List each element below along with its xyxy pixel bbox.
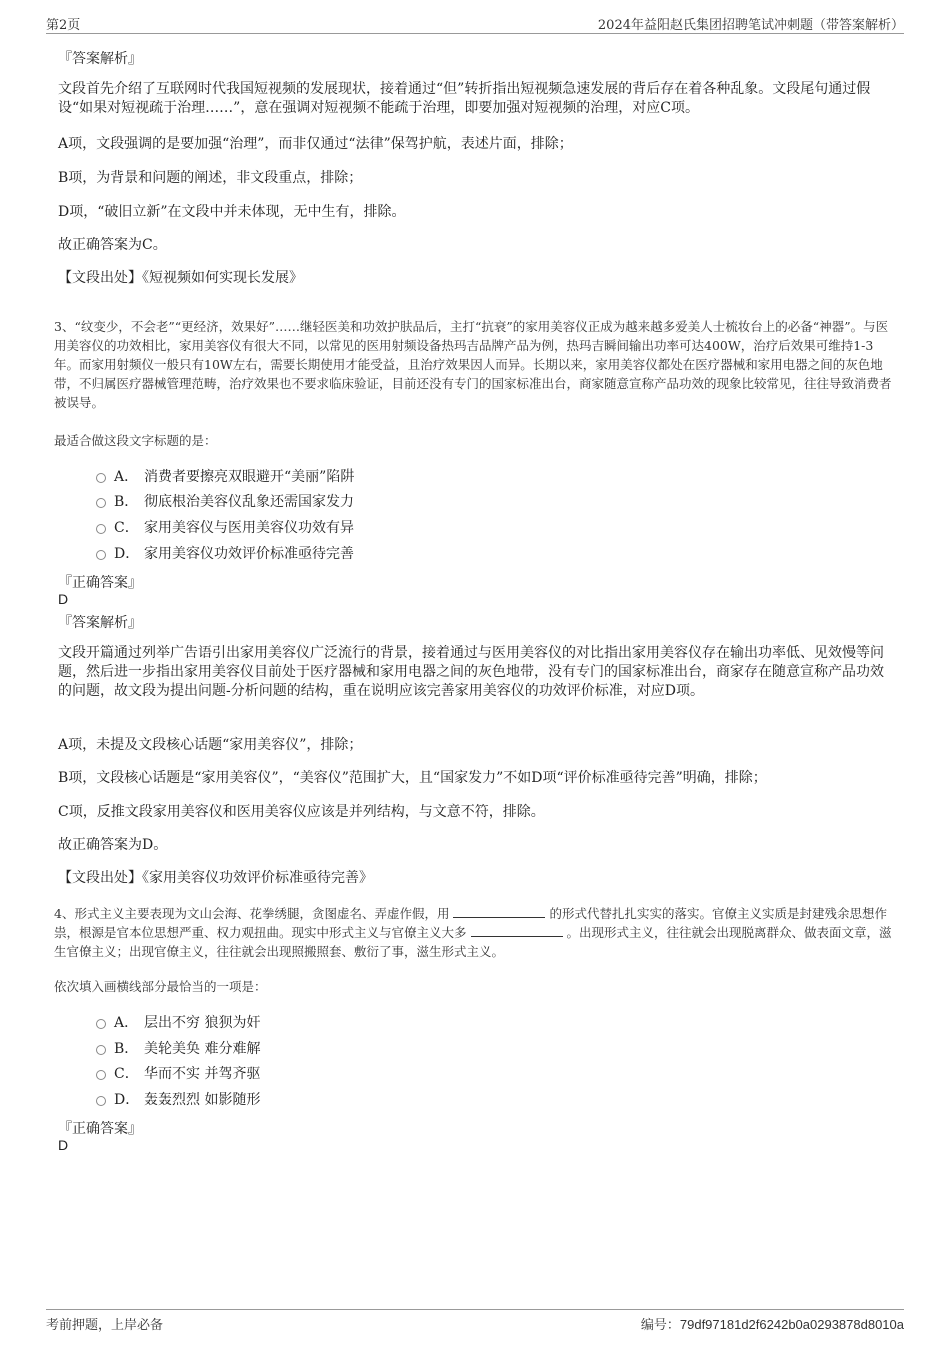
q4-blank-1 [453, 906, 545, 918]
option-text: 美轮美奂 难分难解 [144, 1041, 261, 1057]
q3-question: 3、“纹变少，不会老”“更经济，效果好”……继轻医美和功效护肤品后，主打“抗衰”的家用美容仪正成为越来越多爱美人士梳妆台上的必备“神器”。与医用美容仪的功效相比，家用美容仪有很大不同，以常见的医用射频设备热玛吉品牌产品为例，热玛吉瞬间输出功率可达400W，治疗后效果可维持1-3年。而家用射频仪一般只有10W左右，需要长期使用才能受益，且治疗效果因人而异。长期以来，家用美容仪都处在医疗器械和家用电器之间的灰色地带，不归属医疗器械管理范畴，治疗效果也不要求临床验证，目前还没有专门的国家标准出台，商家随意宣称产品功效的现象比较常见，往往导致消费者被误导。 [54, 319, 892, 410]
q4-blank-2 [471, 925, 563, 937]
radio-icon[interactable] [96, 524, 106, 534]
page-footer [46, 1309, 904, 1331]
q2-item-b: B项，为背景和问题的阐述，非文段重点，排除； [58, 170, 363, 186]
q4-question-part3: 。出现形式主义，往往就会出现脱离群众、做表面文章，滋生官僚主义；出现官僚主义，往往就会出现照搬照套、敷衍了事，滋生形式主义。 [54, 925, 892, 959]
q2-analysis-text: 文段首先介绍了互联网时代我国短视频的发展现状，接着通过“但”转折指出短视频急速发展的背后存在着各种乱象。文段尾句通过假设“如果对短视疏于治理……”，意在强调对短视频不能疏于治理，即要加强对短视频的治理，对应C项。 [58, 81, 871, 116]
option-letter: A． [114, 1015, 139, 1031]
q3-option-a[interactable] [96, 466, 354, 486]
q3-analysis-label: 『答案解析』 [58, 615, 142, 631]
option-text: 华而不实 并驾齐驱 [144, 1066, 261, 1082]
q4-option-d[interactable] [96, 1089, 260, 1109]
option-letter: B． [114, 1041, 139, 1057]
code-label: 编号： [640, 1318, 680, 1333]
q3-item-b: B项，文段核心话题是“家用美容仪”，“美容仪”范围扩大，且“国家发力”不如D项“评价标准亟待完善”明确，排除； [58, 770, 767, 786]
radio-icon[interactable] [96, 1045, 106, 1055]
q2-source: 【文段出处】《短视频如何实现长发展》 [58, 270, 303, 286]
q3-prompt: 最适合做这段文字标题的是： [54, 433, 217, 448]
code-value: 79df97181d2f6242b0a0293878d8010a [679, 1317, 904, 1332]
q3-option-b[interactable] [96, 491, 354, 511]
q4-answer-label: 『正确答案』 [58, 1121, 142, 1137]
radio-icon[interactable] [96, 1070, 106, 1080]
option-text: 家用美容仪与医用美容仪功效有异 [144, 520, 354, 536]
q4-prompt: 依次填入画横线部分最恰当的一项是： [54, 979, 267, 994]
document-code [641, 1314, 904, 1333]
q3-answer: D [58, 591, 69, 607]
q4-answer: D [58, 1137, 69, 1153]
q4-option-b[interactable] [96, 1038, 260, 1058]
radio-icon[interactable] [96, 473, 106, 483]
q3-option-c[interactable] [96, 517, 354, 537]
page-header [46, 14, 904, 34]
page-number: 第2页 [46, 18, 81, 33]
option-letter: C． [114, 1066, 139, 1082]
q2-item-a: A项，文段强调的是要加强“治理”，而非仅通过“法律”保驾护航，表述片面，排除； [58, 136, 573, 152]
q3-source: 【文段出处】《家用美容仪功效评价标准亟待完善》 [58, 870, 373, 886]
radio-icon[interactable] [96, 498, 106, 508]
option-letter: D． [114, 546, 140, 562]
q3-option-d[interactable] [96, 543, 354, 563]
q4-question-part1: 4、形式主义主要表现为文山会海、花拳绣腿，贪图虚名、弄虚作假，用 [54, 906, 450, 921]
option-text: 家用美容仪功效评价标准亟待完善 [144, 546, 354, 562]
radio-icon[interactable] [96, 1096, 106, 1106]
q4-option-a[interactable] [96, 1012, 260, 1032]
option-text: 层出不穷 狼狈为奸 [144, 1015, 261, 1031]
q2-analysis-label: 『答案解析』 [58, 51, 142, 67]
q3-answer-label: 『正确答案』 [58, 575, 142, 591]
q3-analysis-text: 文段开篇通过列举广告语引出家用美容仪广泛流行的背景，接着通过与医用美容仪的对比指出家用美容仪存在输出功率低、见效慢等问题，然后进一步指出家用美容仪目前处于医疗器械和家用电器之间的灰色地带，没有专门的国家标准出台，商家存在随意宣称产品功效的问题，故文段为提出问题-分析问题的结构，重在说明应该完善家用美容仪的功效评价标准，对应D项。 [58, 645, 884, 699]
option-text: 彻底根治美容仪乱象还需国家发力 [144, 494, 354, 510]
q2-conclusion: 故正确答案为C。 [58, 237, 167, 253]
q4-option-c[interactable] [96, 1063, 260, 1083]
option-letter: C． [114, 520, 139, 536]
radio-icon[interactable] [96, 550, 106, 560]
q3-item-a: A项，未提及文段核心话题“家用美容仪”，排除； [58, 737, 363, 753]
q4-question [54, 904, 894, 961]
q3-conclusion: 故正确答案为D。 [58, 837, 168, 853]
option-text: 消费者要擦亮双眼避开“美丽”陷阱 [144, 469, 355, 485]
radio-icon[interactable] [96, 1019, 106, 1029]
document-title: 2024年益阳赵氏集团招聘笔试冲刺题（带答案解析） [597, 18, 904, 33]
option-letter: B． [114, 494, 139, 510]
footer-slogan: 考前押题，上岸必备 [46, 1318, 164, 1333]
option-text: 轰轰烈烈 如影随形 [144, 1092, 261, 1108]
q3-item-c: C项，反推文段家用美容仪和医用美容仪应该是并列结构，与文意不符，排除。 [58, 804, 545, 820]
option-letter: D． [114, 1092, 140, 1108]
q4-question-part2: 的形式代替扎扎实实的落实。官僚主义实质是封建残余思想作祟，根源是官本位思想严重、权力观扭曲。现实中形式主义与官僚主义大多 [54, 906, 887, 940]
option-letter: A． [114, 469, 139, 485]
q2-item-d: D项，“破旧立新”在文段中并未体现，无中生有，排除。 [58, 204, 406, 220]
